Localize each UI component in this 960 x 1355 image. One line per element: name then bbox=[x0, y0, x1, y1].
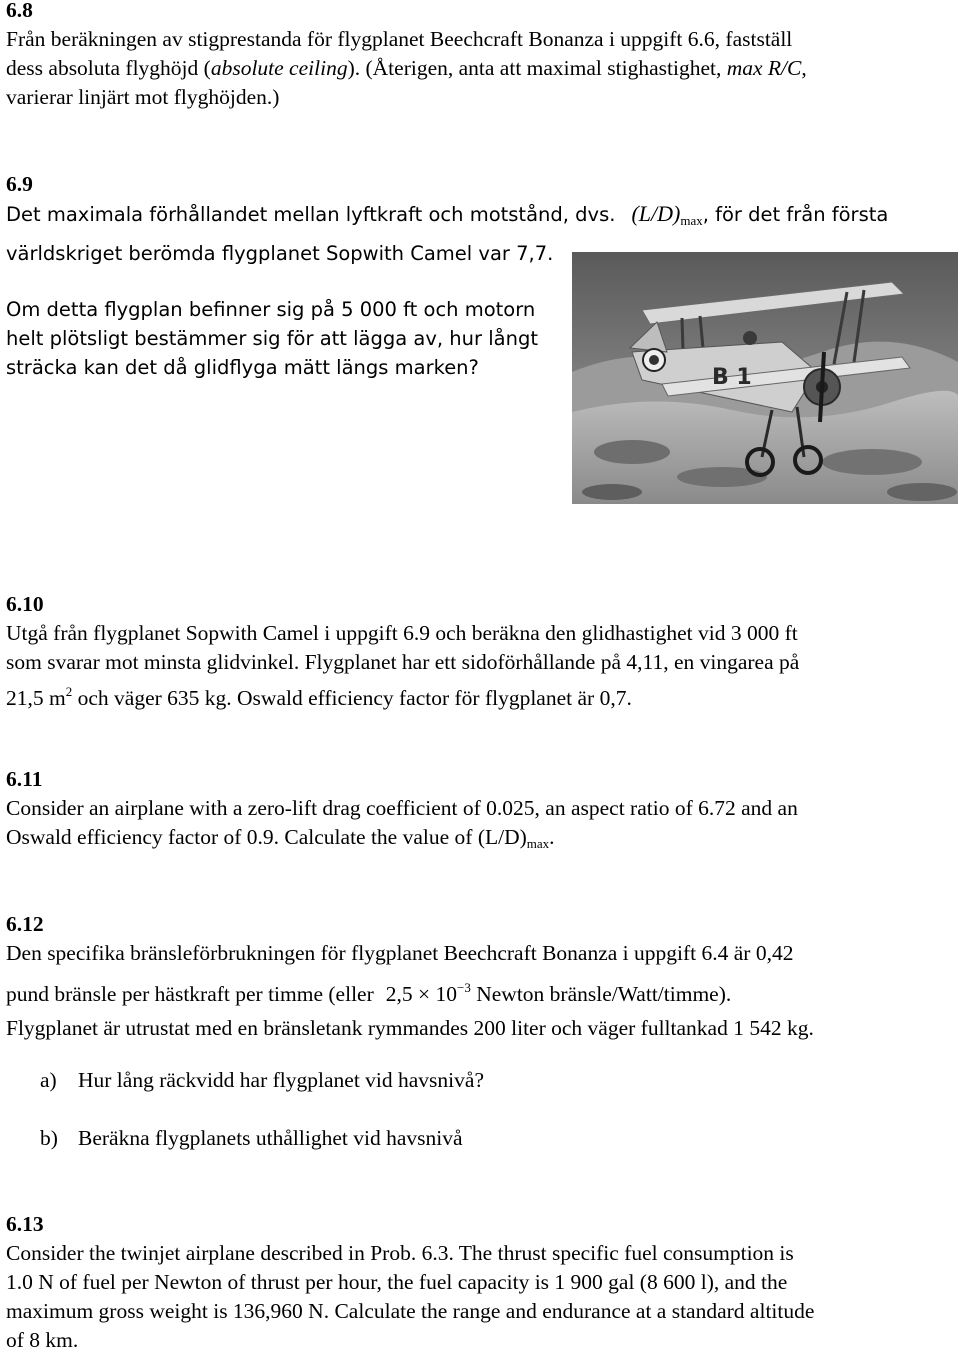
problem-text-line: Om detta flygplan befinner sig på 5 000 ft och motorn bbox=[6, 298, 536, 321]
problem-number: 6.8 bbox=[6, 0, 33, 22]
problem-text-line: som svarar mot minsta glidvinkel. Flygplanet har ett sidoförhållande på 4,11, en vingarea på bbox=[6, 650, 800, 674]
problem-6-8 bbox=[6, 0, 807, 112]
problem-text-line: Consider the twinjet airplane described in Prob. 6.3. The thrust specific fuel consumption is bbox=[6, 1241, 794, 1265]
problem-text-line: världskriget berömda flygplanet Sopwith Camel var 7,7. bbox=[6, 242, 554, 265]
problem-text-line: 21,5 $m^2$ och väger 635 kg. Oswald efficiency factor för flygplanet är 0,7. bbox=[6, 684, 632, 710]
problem-text-line: of 8 km. bbox=[6, 1328, 79, 1352]
sopwith-camel-photo bbox=[572, 252, 958, 504]
subquestion-label: a) bbox=[40, 1068, 57, 1092]
problem-text-line: Flygplanet är utrustat med en bränsletank rymmandes 200 liter och väger fulltankad 1 542 kg. bbox=[6, 1016, 814, 1040]
problem-text-line: pund bränsle per hästkraft per timme (eller $2,5 \times 10^{-3}$ Newton bränsle/Watt/timme). bbox=[6, 980, 732, 1006]
subquestion-b bbox=[40, 1124, 463, 1153]
problem-6-10 bbox=[6, 590, 799, 713]
problem-text-line: Från beräkningen av stigprestanda för flygplanet Beechcraft Bonanza i uppgift 6.6, fastställ bbox=[6, 27, 793, 51]
subquestion-label: b) bbox=[40, 1126, 58, 1150]
problem-text-line: Det maximala förhållandet mellan lyftkraft och motstånd, dvs. $(L/D)_{max}$, för det från första bbox=[6, 201, 889, 228]
subquestion-text: Hur lång räckvidd har flygplanet vid havsnivå? bbox=[78, 1068, 484, 1092]
subquestion-a bbox=[40, 1066, 484, 1095]
problem-text-line: maximum gross weight is 136,960 N. Calculate the range and endurance at a standard altitude bbox=[6, 1299, 815, 1323]
problem-number: 6.13 bbox=[6, 1212, 44, 1236]
problem-text-line: Utgå från flygplanet Sopwith Camel i uppgift 6.9 och beräkna den glidhastighet vid 3 000 ft bbox=[6, 621, 798, 645]
problem-6-9-question bbox=[6, 295, 538, 382]
problem-text-line: Den specifika bränsleförbrukningen för flygplanet Beechcraft Bonanza i uppgift 6.4 är 0,42 bbox=[6, 941, 794, 965]
problem-text-line: sträcka kan det då glidflyga mätt längs marken? bbox=[6, 356, 479, 379]
problem-number: 6.10 bbox=[6, 592, 44, 616]
problem-text-line: varierar linjärt mot flyghöjden.) bbox=[6, 85, 280, 109]
problem-number: 6.9 bbox=[6, 172, 33, 196]
problem-6-11 bbox=[6, 765, 798, 858]
problem-number: 6.12 bbox=[6, 912, 44, 936]
problem-number: 6.11 bbox=[6, 767, 43, 791]
problem-text-line: dess absoluta flyghöjd (absolute ceiling). (Återigen, anta att maximal stighastighet, max R/C, bbox=[6, 56, 807, 80]
problem-text-line: Oswald efficiency factor of 0.9. Calculate the value of $(L/D)_{max}$. bbox=[6, 825, 555, 851]
problem-6-12 bbox=[6, 910, 814, 1043]
problem-text-line: Consider an airplane with a zero-lift drag coefficient of 0.025, an aspect ratio of 6.72 and an bbox=[6, 796, 798, 820]
problem-6-13 bbox=[6, 1210, 814, 1355]
aircraft-marking: B 1 bbox=[712, 365, 752, 390]
problem-text-line: 1.0 N of fuel per Newton of thrust per hour, the fuel capacity is 1 900 gal (8 600 l), and the bbox=[6, 1270, 788, 1294]
problem-text-line: helt plötsligt bestämmer sig för att lägga av, hur långt bbox=[6, 327, 538, 350]
subquestion-text: Beräkna flygplanets uthållighet vid havsnivå bbox=[78, 1126, 463, 1150]
lift-drag-formula: (L/D) bbox=[631, 201, 681, 226]
scientific-notation: 2,5 × 10 bbox=[385, 982, 458, 1006]
